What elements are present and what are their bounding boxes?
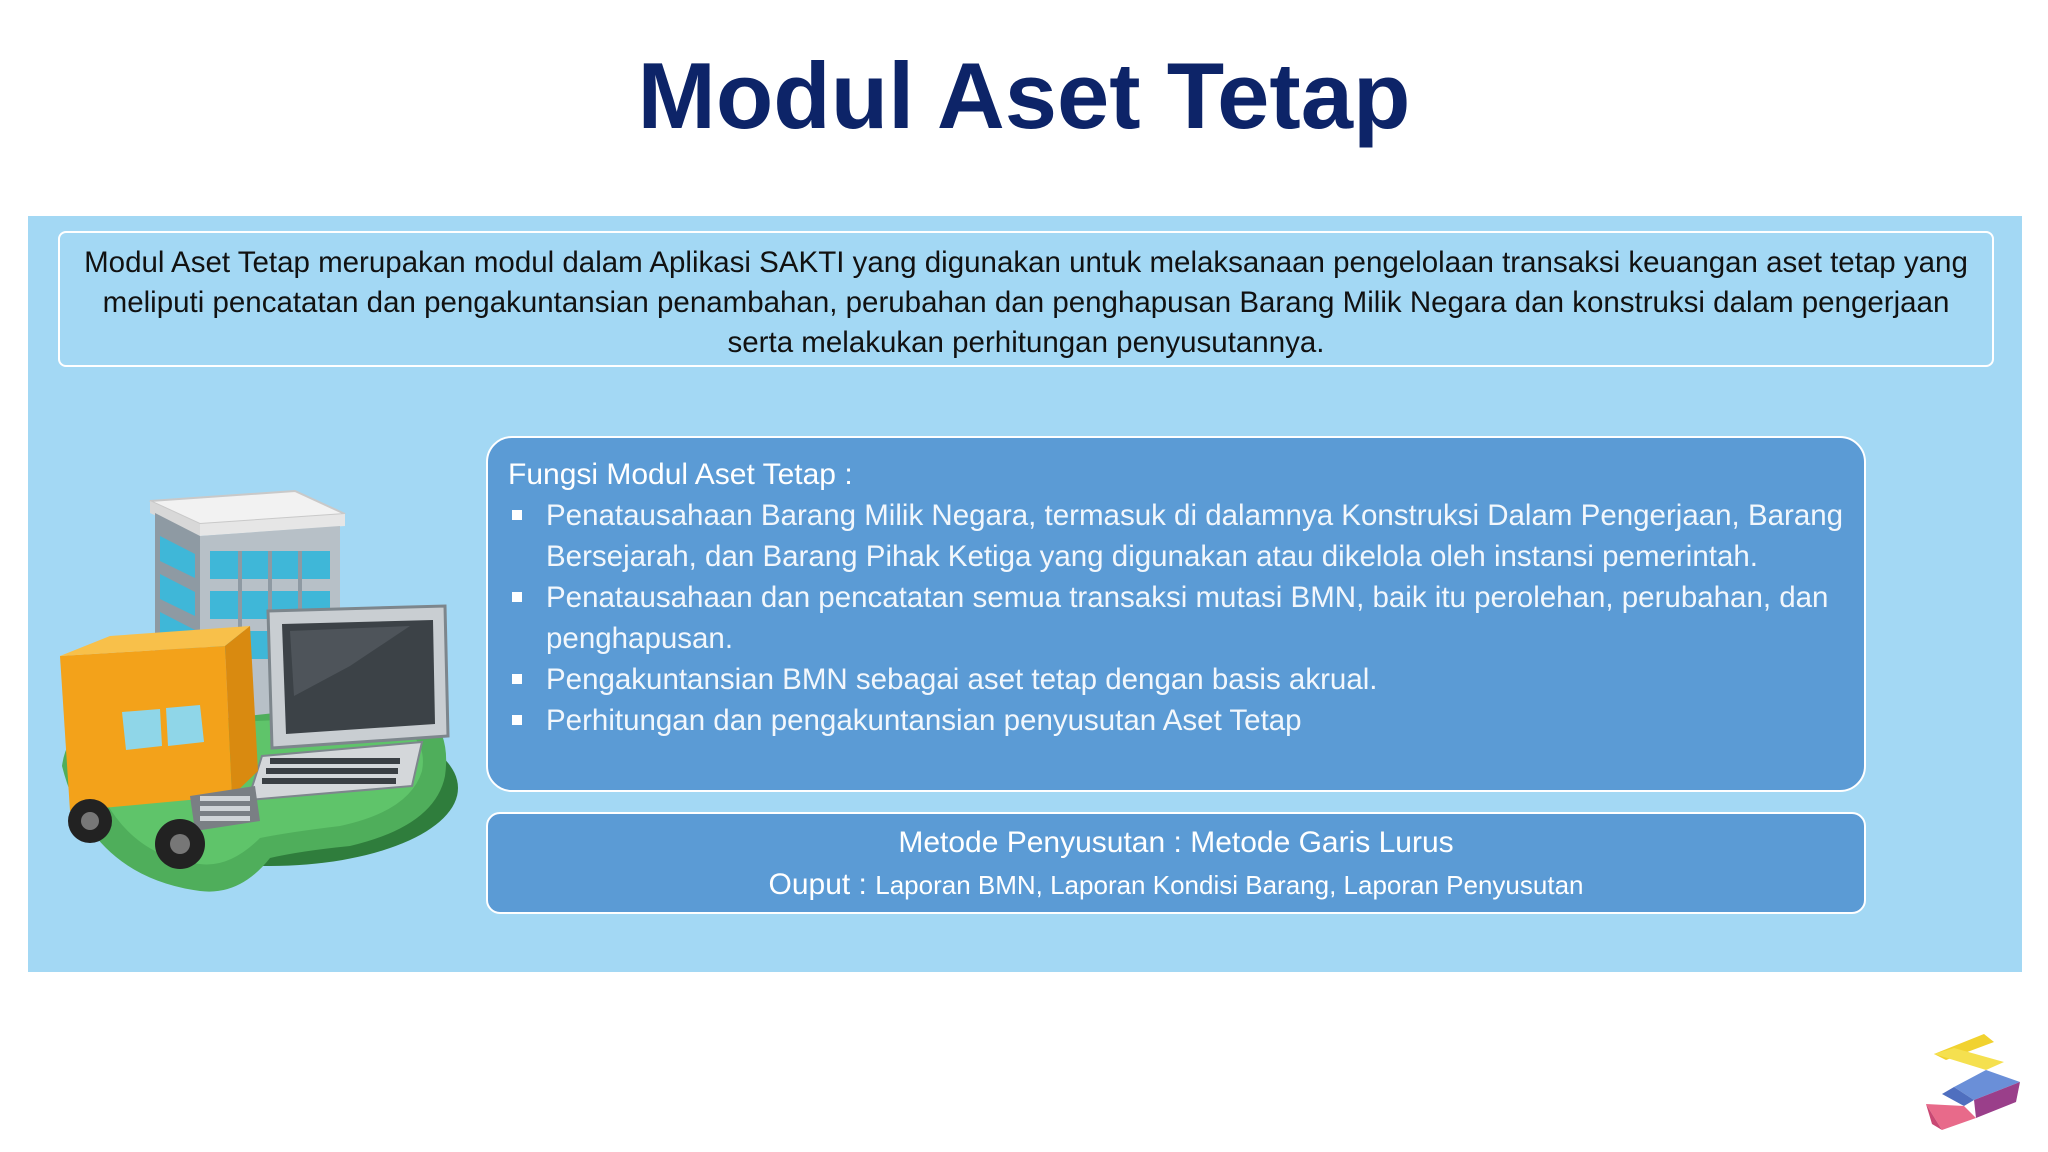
list-item-text: Penatausahaan dan pencatatan semua transaksi mutasi BMN, baik itu perolehan, perubahan, dan penghapusan.: [546, 581, 1829, 655]
list-item-text: Penatausahaan Barang Milik Negara, termasuk di dalamnya Konstruksi Dalam Pengerjaan, Barang Bersejarah, dan Barang Pihak Ketiga yang digunakan atau dikelola oleh instansi pemerintah.: [546, 499, 1844, 573]
list-item-text: Pengakuntansian BMN sebagai aset tetap dengan basis akrual.: [546, 663, 1378, 696]
output-value: Laporan BMN, Laporan Kondisi Barang, Laporan Penyusutan: [875, 870, 1584, 900]
fungsi-heading-label: Fungsi Modul Aset Tetap: [508, 458, 836, 491]
fungsi-panel: [486, 436, 1866, 792]
list-item: [508, 659, 1844, 700]
fungsi-heading-suffix: :: [835, 458, 853, 491]
bullet-icon: [512, 510, 522, 520]
fungsi-heading: [508, 454, 1844, 495]
list-item: [508, 700, 1844, 741]
metode-panel: [486, 812, 1866, 914]
intro-text: Modul Aset Tetap merupakan modul dalam Aplikasi SAKTI yang digunakan untuk melaksanaan pengelolaan transaksi keuangan aset tetap yang meliputi pencatatan dan pengakuntansian penambahan, perubahan dan penghapusan Barang Milik Negara dan konstruksi dalam pengerjaan serta melakukan perhitungan penyusutannya.: [84, 246, 1968, 359]
metode-value: Metode Garis Lurus: [1190, 826, 1454, 859]
output-separator: :: [850, 868, 876, 901]
metode-label: Metode Penyusutan: [898, 826, 1166, 859]
bullet-icon: [512, 715, 522, 725]
output-line: [488, 864, 1864, 906]
building-truck-computer-icon: [50, 466, 460, 896]
bullet-icon: [512, 674, 522, 684]
list-item: [508, 577, 1844, 659]
sakti-logo-icon: [1924, 1032, 2024, 1132]
intro-box: [58, 231, 1994, 367]
bullet-icon: [512, 592, 522, 602]
metode-line: [488, 822, 1864, 864]
list-item: [508, 495, 1844, 577]
slide-title: Modul Aset Tetap: [637, 43, 1411, 148]
output-label: Ouput: [768, 868, 851, 901]
list-item-text: Perhitungan dan pengakuntansian penyusutan Aset Tetap: [546, 704, 1302, 737]
fungsi-list: [508, 495, 1844, 741]
metode-separator: :: [1165, 826, 1191, 859]
